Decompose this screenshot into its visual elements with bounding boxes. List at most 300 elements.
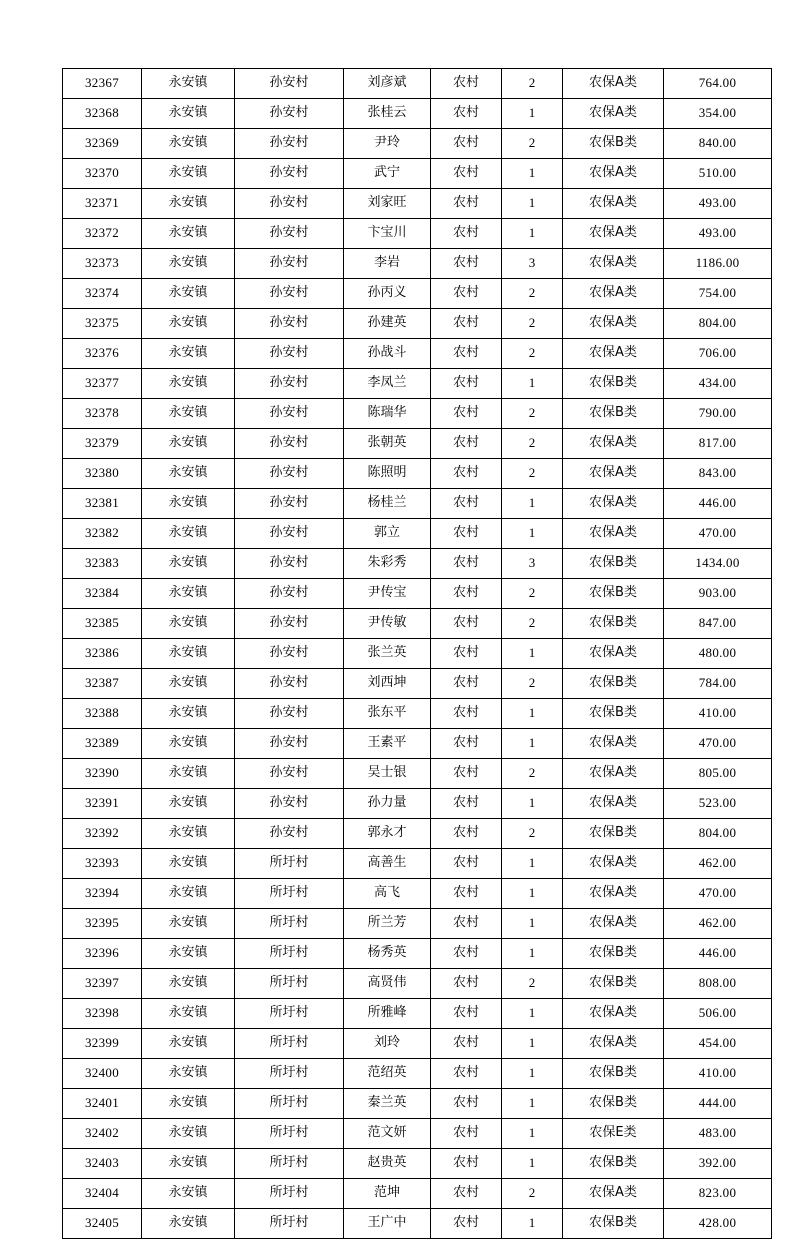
cell-id: 32372 bbox=[63, 219, 142, 249]
cell-id: 32376 bbox=[63, 339, 142, 369]
cell-town: 永安镇 bbox=[142, 1119, 235, 1149]
cell-amount: 754.00 bbox=[664, 279, 772, 309]
cell-amount: 483.00 bbox=[664, 1119, 772, 1149]
cell-household-type: 农村 bbox=[431, 99, 502, 129]
cell-amount: 410.00 bbox=[664, 699, 772, 729]
cell-name: 张桂云 bbox=[344, 99, 431, 129]
cell-name: 刘彦斌 bbox=[344, 69, 431, 99]
cell-id: 32378 bbox=[63, 399, 142, 429]
cell-person-count: 1 bbox=[502, 1119, 563, 1149]
cell-person-count: 2 bbox=[502, 399, 563, 429]
cell-village: 所圩村 bbox=[235, 939, 344, 969]
cell-amount: 493.00 bbox=[664, 219, 772, 249]
cell-town: 永安镇 bbox=[142, 1209, 235, 1239]
cell-insurance-category: 农保A类 bbox=[563, 639, 664, 669]
cell-amount: 480.00 bbox=[664, 639, 772, 669]
cell-amount: 805.00 bbox=[664, 759, 772, 789]
table-row bbox=[63, 1089, 772, 1119]
cell-name: 所雅峰 bbox=[344, 999, 431, 1029]
cell-town: 永安镇 bbox=[142, 939, 235, 969]
cell-name: 孙战斗 bbox=[344, 339, 431, 369]
cell-insurance-category: 农保A类 bbox=[563, 459, 664, 489]
cell-id: 32401 bbox=[63, 1089, 142, 1119]
cell-amount: 808.00 bbox=[664, 969, 772, 999]
cell-insurance-category: 农保B类 bbox=[563, 699, 664, 729]
cell-name: 陈瑞华 bbox=[344, 399, 431, 429]
cell-village: 孙安村 bbox=[235, 129, 344, 159]
table-row bbox=[63, 279, 772, 309]
cell-household-type: 农村 bbox=[431, 249, 502, 279]
cell-amount: 1186.00 bbox=[664, 249, 772, 279]
cell-insurance-category: 农保B类 bbox=[563, 369, 664, 399]
cell-person-count: 2 bbox=[502, 969, 563, 999]
cell-insurance-category: 农保A类 bbox=[563, 1179, 664, 1209]
cell-household-type: 农村 bbox=[431, 849, 502, 879]
cell-id: 32377 bbox=[63, 369, 142, 399]
cell-amount: 847.00 bbox=[664, 609, 772, 639]
cell-town: 永安镇 bbox=[142, 489, 235, 519]
cell-insurance-category: 农保B类 bbox=[563, 939, 664, 969]
cell-town: 永安镇 bbox=[142, 1089, 235, 1119]
cell-town: 永安镇 bbox=[142, 969, 235, 999]
cell-id: 32390 bbox=[63, 759, 142, 789]
cell-insurance-category: 农保B类 bbox=[563, 669, 664, 699]
table-row bbox=[63, 759, 772, 789]
table-row bbox=[63, 339, 772, 369]
cell-id: 32375 bbox=[63, 309, 142, 339]
cell-town: 永安镇 bbox=[142, 189, 235, 219]
cell-town: 永安镇 bbox=[142, 999, 235, 1029]
cell-town: 永安镇 bbox=[142, 759, 235, 789]
cell-town: 永安镇 bbox=[142, 879, 235, 909]
cell-insurance-category: 农保B类 bbox=[563, 1149, 664, 1179]
cell-insurance-category: 农保B类 bbox=[563, 579, 664, 609]
table-row bbox=[63, 639, 772, 669]
cell-name: 范坤 bbox=[344, 1179, 431, 1209]
cell-town: 永安镇 bbox=[142, 99, 235, 129]
cell-id: 32402 bbox=[63, 1119, 142, 1149]
cell-town: 永安镇 bbox=[142, 729, 235, 759]
cell-name: 杨秀英 bbox=[344, 939, 431, 969]
table-row bbox=[63, 249, 772, 279]
cell-id: 32403 bbox=[63, 1149, 142, 1179]
cell-household-type: 农村 bbox=[431, 969, 502, 999]
cell-id: 32373 bbox=[63, 249, 142, 279]
cell-name: 张东平 bbox=[344, 699, 431, 729]
cell-name: 孙建英 bbox=[344, 309, 431, 339]
cell-insurance-category: 农保B类 bbox=[563, 1089, 664, 1119]
cell-insurance-category: 农保A类 bbox=[563, 279, 664, 309]
cell-village: 所圩村 bbox=[235, 1209, 344, 1239]
cell-amount: 840.00 bbox=[664, 129, 772, 159]
table-row bbox=[63, 789, 772, 819]
cell-household-type: 农村 bbox=[431, 789, 502, 819]
cell-name: 郭立 bbox=[344, 519, 431, 549]
cell-person-count: 2 bbox=[502, 279, 563, 309]
cell-village: 所圩村 bbox=[235, 1119, 344, 1149]
cell-insurance-category: 农保A类 bbox=[563, 339, 664, 369]
cell-amount: 804.00 bbox=[664, 819, 772, 849]
cell-person-count: 1 bbox=[502, 189, 563, 219]
cell-household-type: 农村 bbox=[431, 999, 502, 1029]
cell-household-type: 农村 bbox=[431, 819, 502, 849]
table-row bbox=[63, 1209, 772, 1239]
cell-person-count: 2 bbox=[502, 129, 563, 159]
cell-insurance-category: 农保A类 bbox=[563, 159, 664, 189]
cell-household-type: 农村 bbox=[431, 729, 502, 759]
table-row bbox=[63, 849, 772, 879]
cell-household-type: 农村 bbox=[431, 879, 502, 909]
cell-name: 王素平 bbox=[344, 729, 431, 759]
cell-household-type: 农村 bbox=[431, 399, 502, 429]
cell-id: 32383 bbox=[63, 549, 142, 579]
cell-name: 所兰芳 bbox=[344, 909, 431, 939]
cell-insurance-category: 农保B类 bbox=[563, 399, 664, 429]
cell-person-count: 1 bbox=[502, 1209, 563, 1239]
cell-person-count: 1 bbox=[502, 99, 563, 129]
cell-id: 32374 bbox=[63, 279, 142, 309]
cell-amount: 506.00 bbox=[664, 999, 772, 1029]
table-row bbox=[63, 399, 772, 429]
cell-amount: 444.00 bbox=[664, 1089, 772, 1119]
cell-amount: 903.00 bbox=[664, 579, 772, 609]
cell-town: 永安镇 bbox=[142, 429, 235, 459]
cell-person-count: 1 bbox=[502, 1149, 563, 1179]
table-row bbox=[63, 159, 772, 189]
cell-name: 陈照明 bbox=[344, 459, 431, 489]
cell-amount: 1434.00 bbox=[664, 549, 772, 579]
cell-id: 32386 bbox=[63, 639, 142, 669]
table-row bbox=[63, 219, 772, 249]
cell-id: 32389 bbox=[63, 729, 142, 759]
cell-village: 孙安村 bbox=[235, 69, 344, 99]
cell-village: 孙安村 bbox=[235, 189, 344, 219]
cell-person-count: 3 bbox=[502, 549, 563, 579]
cell-insurance-category: 农保A类 bbox=[563, 789, 664, 819]
cell-village: 孙安村 bbox=[235, 819, 344, 849]
cell-household-type: 农村 bbox=[431, 609, 502, 639]
cell-town: 永安镇 bbox=[142, 1059, 235, 1089]
cell-amount: 510.00 bbox=[664, 159, 772, 189]
table-row bbox=[63, 879, 772, 909]
cell-village: 孙安村 bbox=[235, 789, 344, 819]
table-row bbox=[63, 909, 772, 939]
cell-amount: 784.00 bbox=[664, 669, 772, 699]
cell-name: 王广中 bbox=[344, 1209, 431, 1239]
table-row bbox=[63, 189, 772, 219]
cell-village: 孙安村 bbox=[235, 669, 344, 699]
cell-town: 永安镇 bbox=[142, 789, 235, 819]
cell-village: 所圩村 bbox=[235, 909, 344, 939]
cell-insurance-category: 农保A类 bbox=[563, 849, 664, 879]
cell-person-count: 1 bbox=[502, 909, 563, 939]
cell-village: 孙安村 bbox=[235, 219, 344, 249]
cell-name: 刘西坤 bbox=[344, 669, 431, 699]
cell-amount: 706.00 bbox=[664, 339, 772, 369]
cell-name: 张朝英 bbox=[344, 429, 431, 459]
cell-household-type: 农村 bbox=[431, 1089, 502, 1119]
cell-amount: 428.00 bbox=[664, 1209, 772, 1239]
cell-village: 所圩村 bbox=[235, 879, 344, 909]
cell-village: 孙安村 bbox=[235, 639, 344, 669]
cell-town: 永安镇 bbox=[142, 669, 235, 699]
cell-person-count: 1 bbox=[502, 789, 563, 819]
cell-amount: 764.00 bbox=[664, 69, 772, 99]
cell-name: 张兰英 bbox=[344, 639, 431, 669]
cell-name: 杨桂兰 bbox=[344, 489, 431, 519]
cell-town: 永安镇 bbox=[142, 369, 235, 399]
cell-household-type: 农村 bbox=[431, 699, 502, 729]
cell-person-count: 2 bbox=[502, 429, 563, 459]
cell-person-count: 1 bbox=[502, 159, 563, 189]
cell-insurance-category: 农保A类 bbox=[563, 489, 664, 519]
cell-name: 李凤兰 bbox=[344, 369, 431, 399]
cell-id: 32381 bbox=[63, 489, 142, 519]
table-row bbox=[63, 69, 772, 99]
cell-household-type: 农村 bbox=[431, 429, 502, 459]
cell-name: 高贤伟 bbox=[344, 969, 431, 999]
cell-person-count: 2 bbox=[502, 459, 563, 489]
cell-person-count: 2 bbox=[502, 579, 563, 609]
cell-village: 孙安村 bbox=[235, 369, 344, 399]
cell-insurance-category: 农保A类 bbox=[563, 519, 664, 549]
cell-village: 所圩村 bbox=[235, 1089, 344, 1119]
table-row bbox=[63, 489, 772, 519]
cell-village: 孙安村 bbox=[235, 399, 344, 429]
cell-name: 朱彩秀 bbox=[344, 549, 431, 579]
cell-name: 李岩 bbox=[344, 249, 431, 279]
cell-name: 秦兰英 bbox=[344, 1089, 431, 1119]
cell-id: 32385 bbox=[63, 609, 142, 639]
table-row bbox=[63, 99, 772, 129]
cell-household-type: 农村 bbox=[431, 909, 502, 939]
cell-person-count: 1 bbox=[502, 879, 563, 909]
cell-household-type: 农村 bbox=[431, 279, 502, 309]
table-row bbox=[63, 939, 772, 969]
cell-name: 尹传宝 bbox=[344, 579, 431, 609]
cell-insurance-category: 农保A类 bbox=[563, 999, 664, 1029]
cell-insurance-category: 农保B类 bbox=[563, 549, 664, 579]
cell-town: 永安镇 bbox=[142, 549, 235, 579]
table-row bbox=[63, 1179, 772, 1209]
cell-id: 32405 bbox=[63, 1209, 142, 1239]
cell-village: 孙安村 bbox=[235, 339, 344, 369]
cell-town: 永安镇 bbox=[142, 249, 235, 279]
table-row bbox=[63, 1059, 772, 1089]
cell-village: 孙安村 bbox=[235, 549, 344, 579]
cell-village: 孙安村 bbox=[235, 609, 344, 639]
table-row bbox=[63, 549, 772, 579]
cell-insurance-category: 农保B类 bbox=[563, 969, 664, 999]
cell-insurance-category: 农保A类 bbox=[563, 309, 664, 339]
cell-village: 孙安村 bbox=[235, 99, 344, 129]
cell-town: 永安镇 bbox=[142, 1029, 235, 1059]
cell-insurance-category: 农保B类 bbox=[563, 1059, 664, 1089]
cell-person-count: 1 bbox=[502, 219, 563, 249]
cell-household-type: 农村 bbox=[431, 369, 502, 399]
table-row bbox=[63, 729, 772, 759]
table-row bbox=[63, 1029, 772, 1059]
cell-name: 尹传敏 bbox=[344, 609, 431, 639]
cell-insurance-category: 农保A类 bbox=[563, 429, 664, 459]
cell-person-count: 2 bbox=[502, 819, 563, 849]
cell-amount: 434.00 bbox=[664, 369, 772, 399]
cell-insurance-category: 农保A类 bbox=[563, 879, 664, 909]
cell-id: 32382 bbox=[63, 519, 142, 549]
cell-village: 所圩村 bbox=[235, 999, 344, 1029]
cell-id: 32369 bbox=[63, 129, 142, 159]
cell-town: 永安镇 bbox=[142, 69, 235, 99]
cell-amount: 446.00 bbox=[664, 939, 772, 969]
cell-person-count: 1 bbox=[502, 849, 563, 879]
cell-id: 32392 bbox=[63, 819, 142, 849]
cell-household-type: 农村 bbox=[431, 189, 502, 219]
cell-name: 武宁 bbox=[344, 159, 431, 189]
cell-village: 孙安村 bbox=[235, 279, 344, 309]
cell-insurance-category: 农保B类 bbox=[563, 1209, 664, 1239]
table-row bbox=[63, 699, 772, 729]
cell-town: 永安镇 bbox=[142, 309, 235, 339]
cell-insurance-category: 农保A类 bbox=[563, 69, 664, 99]
cell-town: 永安镇 bbox=[142, 699, 235, 729]
cell-id: 32399 bbox=[63, 1029, 142, 1059]
cell-household-type: 农村 bbox=[431, 159, 502, 189]
cell-household-type: 农村 bbox=[431, 1029, 502, 1059]
cell-amount: 462.00 bbox=[664, 849, 772, 879]
cell-household-type: 农村 bbox=[431, 1149, 502, 1179]
cell-insurance-category: 农保B类 bbox=[563, 609, 664, 639]
cell-amount: 493.00 bbox=[664, 189, 772, 219]
cell-household-type: 农村 bbox=[431, 759, 502, 789]
cell-village: 孙安村 bbox=[235, 729, 344, 759]
cell-name: 刘玲 bbox=[344, 1029, 431, 1059]
cell-id: 32393 bbox=[63, 849, 142, 879]
cell-amount: 410.00 bbox=[664, 1059, 772, 1089]
cell-amount: 523.00 bbox=[664, 789, 772, 819]
cell-town: 永安镇 bbox=[142, 1179, 235, 1209]
cell-village: 孙安村 bbox=[235, 759, 344, 789]
table-row bbox=[63, 819, 772, 849]
cell-name: 卞宝川 bbox=[344, 219, 431, 249]
cell-id: 32367 bbox=[63, 69, 142, 99]
cell-amount: 354.00 bbox=[664, 99, 772, 129]
cell-amount: 470.00 bbox=[664, 729, 772, 759]
cell-town: 永安镇 bbox=[142, 129, 235, 159]
cell-id: 32391 bbox=[63, 789, 142, 819]
cell-household-type: 农村 bbox=[431, 1059, 502, 1089]
cell-household-type: 农村 bbox=[431, 519, 502, 549]
cell-household-type: 农村 bbox=[431, 1119, 502, 1149]
cell-household-type: 农村 bbox=[431, 219, 502, 249]
cell-town: 永安镇 bbox=[142, 459, 235, 489]
cell-village: 所圩村 bbox=[235, 1059, 344, 1089]
cell-household-type: 农村 bbox=[431, 939, 502, 969]
cell-insurance-category: 农保B类 bbox=[563, 129, 664, 159]
subsidy-recipients-table bbox=[62, 68, 772, 1239]
cell-village: 孙安村 bbox=[235, 249, 344, 279]
cell-amount: 843.00 bbox=[664, 459, 772, 489]
cell-person-count: 2 bbox=[502, 609, 563, 639]
cell-town: 永安镇 bbox=[142, 819, 235, 849]
cell-id: 32404 bbox=[63, 1179, 142, 1209]
cell-id: 32370 bbox=[63, 159, 142, 189]
cell-town: 永安镇 bbox=[142, 639, 235, 669]
cell-insurance-category: 农保A类 bbox=[563, 249, 664, 279]
cell-name: 高飞 bbox=[344, 879, 431, 909]
cell-person-count: 1 bbox=[502, 1029, 563, 1059]
cell-household-type: 农村 bbox=[431, 69, 502, 99]
cell-name: 郭永才 bbox=[344, 819, 431, 849]
cell-person-count: 2 bbox=[502, 1179, 563, 1209]
cell-id: 32380 bbox=[63, 459, 142, 489]
cell-insurance-category: 农保B类 bbox=[563, 819, 664, 849]
cell-town: 永安镇 bbox=[142, 399, 235, 429]
cell-insurance-category: 农保A类 bbox=[563, 759, 664, 789]
cell-amount: 446.00 bbox=[664, 489, 772, 519]
cell-name: 孙丙义 bbox=[344, 279, 431, 309]
cell-person-count: 1 bbox=[502, 369, 563, 399]
cell-amount: 817.00 bbox=[664, 429, 772, 459]
cell-person-count: 1 bbox=[502, 639, 563, 669]
cell-town: 永安镇 bbox=[142, 849, 235, 879]
cell-amount: 392.00 bbox=[664, 1149, 772, 1179]
cell-village: 孙安村 bbox=[235, 459, 344, 489]
cell-town: 永安镇 bbox=[142, 219, 235, 249]
cell-person-count: 1 bbox=[502, 999, 563, 1029]
cell-id: 32397 bbox=[63, 969, 142, 999]
cell-household-type: 农村 bbox=[431, 579, 502, 609]
table-row bbox=[63, 1149, 772, 1179]
cell-id: 32371 bbox=[63, 189, 142, 219]
table-row bbox=[63, 1119, 772, 1149]
cell-household-type: 农村 bbox=[431, 669, 502, 699]
table-row bbox=[63, 309, 772, 339]
cell-amount: 804.00 bbox=[664, 309, 772, 339]
table-body bbox=[63, 69, 772, 1239]
cell-person-count: 1 bbox=[502, 699, 563, 729]
cell-household-type: 农村 bbox=[431, 1179, 502, 1209]
cell-insurance-category: 农保A类 bbox=[563, 99, 664, 129]
cell-village: 孙安村 bbox=[235, 519, 344, 549]
cell-household-type: 农村 bbox=[431, 549, 502, 579]
cell-amount: 454.00 bbox=[664, 1029, 772, 1059]
cell-town: 永安镇 bbox=[142, 909, 235, 939]
table-row bbox=[63, 369, 772, 399]
cell-id: 32368 bbox=[63, 99, 142, 129]
table-row bbox=[63, 609, 772, 639]
cell-village: 孙安村 bbox=[235, 579, 344, 609]
cell-village: 所圩村 bbox=[235, 969, 344, 999]
cell-person-count: 1 bbox=[502, 1089, 563, 1119]
cell-insurance-category: 农保A类 bbox=[563, 1029, 664, 1059]
cell-insurance-category: 农保A类 bbox=[563, 909, 664, 939]
cell-id: 32396 bbox=[63, 939, 142, 969]
cell-id: 32395 bbox=[63, 909, 142, 939]
cell-person-count: 1 bbox=[502, 1059, 563, 1089]
cell-town: 永安镇 bbox=[142, 279, 235, 309]
cell-village: 所圩村 bbox=[235, 1029, 344, 1059]
cell-insurance-category: 农保A类 bbox=[563, 219, 664, 249]
cell-id: 32388 bbox=[63, 699, 142, 729]
cell-insurance-category: 农保A类 bbox=[563, 729, 664, 759]
cell-person-count: 3 bbox=[502, 249, 563, 279]
cell-name: 范文妍 bbox=[344, 1119, 431, 1149]
cell-village: 孙安村 bbox=[235, 429, 344, 459]
cell-village: 孙安村 bbox=[235, 159, 344, 189]
table-row bbox=[63, 129, 772, 159]
cell-town: 永安镇 bbox=[142, 1149, 235, 1179]
cell-name: 吴士银 bbox=[344, 759, 431, 789]
